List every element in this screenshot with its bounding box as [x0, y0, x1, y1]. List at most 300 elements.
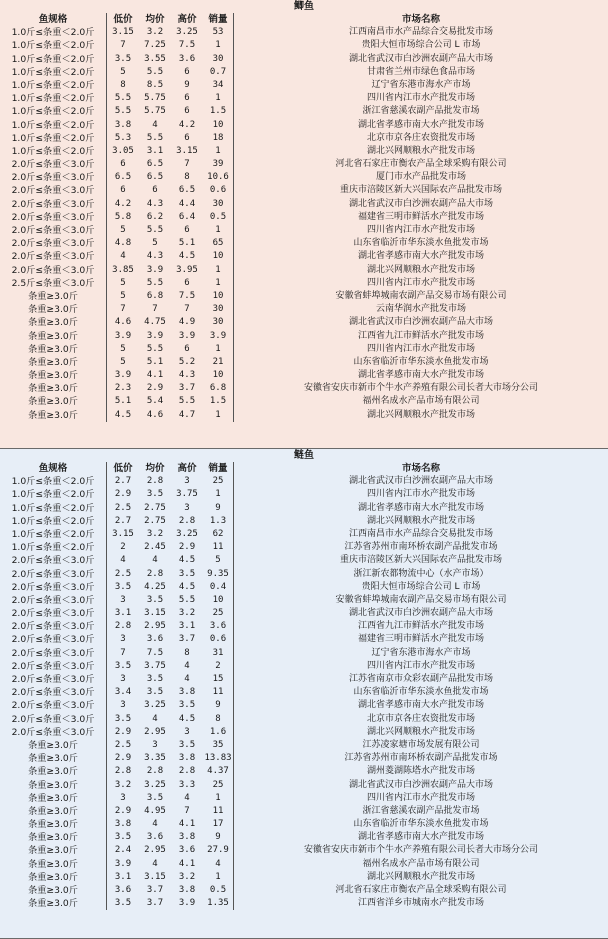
cell-high: 4.4: [178, 198, 196, 209]
cell-market: 重庆市涪陵区新大兴国际农产品批发市场: [339, 555, 502, 566]
cell-avg: 3.5: [146, 674, 164, 684]
cell-spec: 1.0斤≤条重＜2.0斤: [0, 488, 107, 501]
cell-low: 3: [120, 792, 126, 803]
cell-avg: 2.75: [144, 515, 166, 526]
cell-market: 江苏省南京市众彩农副产品批发市场: [348, 674, 493, 684]
cell-spec: 1.0斤≤条重＜2.0斤: [0, 105, 107, 118]
cell-high: 3.2: [178, 608, 196, 619]
cell-avg: 5.5: [146, 225, 164, 235]
cell-market: 山东省临沂市华东淡水鱼批发市场: [353, 819, 489, 830]
cell-volume: 31: [203, 647, 234, 660]
cell-spec: 2.0斤≤条重＜3.0斤: [0, 660, 107, 673]
cell-avg: 3.9: [146, 330, 164, 341]
cell-volume: 3.9: [203, 330, 234, 343]
cell-high: 3.1: [178, 621, 196, 632]
cell-volume: 1: [203, 792, 234, 805]
cell-market: 江西省洋乡市城南水产批发市场: [357, 898, 484, 909]
cell-high: 3: [184, 726, 190, 737]
cell-avg: 3.6: [146, 634, 164, 645]
table-row: [0, 633, 608, 646]
cell-market: 辽宁省东港市海水产市场: [371, 79, 471, 90]
table-row: [0, 805, 608, 818]
cell-avg: 5.75: [144, 93, 166, 104]
cell-low: 2.8: [114, 766, 132, 777]
cell-spec: 2.0斤≤条重＜3.0斤: [0, 224, 107, 237]
cell-low: 3.5: [114, 832, 132, 843]
table-row: [0, 224, 608, 237]
cell-avg: 5.1: [146, 356, 164, 367]
silver-section: [0, 449, 608, 939]
cell-high: 4: [184, 792, 190, 803]
cell-low: 3.8: [114, 819, 132, 830]
cell-low: 3.9: [114, 330, 132, 341]
header-high: 高价: [177, 14, 197, 25]
table-row: [0, 277, 608, 290]
cell-volume: 53: [203, 26, 234, 39]
cell-low: 2.5: [114, 568, 132, 579]
cell-high: 6: [184, 277, 190, 288]
cell-low: 3: [120, 594, 126, 605]
cell-volume: 17: [203, 818, 234, 831]
cell-high: 4.9: [178, 317, 196, 328]
cell-high: 4.1: [178, 819, 196, 830]
cell-market: 湖州菱湖陈塔水产批发市场: [366, 766, 475, 777]
cell-avg: 3.15: [144, 608, 166, 619]
cell-avg: 4.3: [146, 251, 164, 262]
cell-spec: 2.0斤≤条重＜3.0斤: [0, 264, 107, 277]
cell-high: 2.8: [178, 515, 196, 526]
cell-spec: 条重≥3.0斤: [0, 330, 107, 343]
cell-high: 3.6: [178, 845, 196, 856]
table-row: [0, 158, 608, 171]
cell-volume: 1: [203, 145, 234, 158]
cell-spec: 2.0斤≤条重＜3.0斤: [0, 686, 107, 699]
table-row: [0, 581, 608, 594]
cell-low: 2.9: [114, 753, 132, 764]
cell-high: 6: [184, 93, 190, 104]
table-row: [0, 475, 608, 488]
table-row: [0, 884, 608, 897]
cell-spec: 2.0斤≤条重＜3.0斤: [0, 554, 107, 567]
table-row: [0, 92, 608, 105]
cell-spec: 条重≥3.0斤: [0, 858, 107, 871]
cell-spec: 2.0斤≤条重＜3.0斤: [0, 568, 107, 581]
cell-low: 2.5: [114, 739, 132, 750]
cell-avg: 3.2: [146, 27, 164, 38]
cell-volume: 6.8: [203, 382, 234, 395]
cell-spec: 条重≥3.0斤: [0, 343, 107, 356]
cell-spec: 1.0斤≤条重＜2.0斤: [0, 132, 107, 145]
cell-avg: 2.95: [144, 845, 166, 856]
cell-avg: 3.5: [146, 594, 164, 605]
cell-market: 湖北兴网顺粮水产批发市场: [366, 871, 475, 882]
cell-low: 5.5: [114, 93, 132, 104]
cell-market: 山东省临沂市华东淡水鱼批发市场: [353, 238, 489, 249]
table-row: [0, 765, 608, 778]
cell-spec: 2.5斤≤条重＜3.0斤: [0, 277, 107, 290]
cell-avg: 2.8: [146, 476, 164, 487]
cell-volume: 1: [203, 92, 234, 105]
cell-spec: 条重≥3.0斤: [0, 897, 107, 910]
cell-spec: 条重≥3.0斤: [0, 369, 107, 382]
cell-low: 4.6: [114, 317, 132, 328]
cell-market: 湖北省孝感市南大水产批发市场: [357, 700, 484, 711]
cell-low: 8: [120, 79, 126, 90]
cell-volume: 34: [203, 79, 234, 92]
cell-market: 江西省九江市鲜活水产批发市场: [357, 330, 484, 341]
cell-volume: 1.35: [203, 897, 234, 910]
cell-spec: 2.0斤≤条重＜3.0斤: [0, 607, 107, 620]
cell-spec: 条重≥3.0斤: [0, 792, 107, 805]
cell-market: 江苏省苏州市南环桥农副产品批发市场: [344, 542, 498, 553]
header-avg: 均价: [145, 463, 165, 474]
cell-high: 3.9: [178, 898, 196, 909]
cell-avg: 3.5: [146, 687, 164, 698]
cell-high: 3: [184, 476, 190, 487]
table-row: [0, 779, 608, 792]
cell-avg: 3.1: [146, 145, 164, 156]
cell-low: 5: [120, 290, 126, 301]
cell-spec: 2.0斤≤条重＜3.0斤: [0, 158, 107, 171]
cell-high: 3.7: [178, 383, 196, 394]
cell-high: 3: [184, 502, 190, 513]
cell-avg: 3.5: [146, 792, 164, 803]
header-market: 市场名称: [401, 14, 440, 25]
cell-volume: 1.6: [203, 726, 234, 739]
cell-low: 4.2: [114, 198, 132, 209]
table-row: [0, 105, 608, 118]
cell-volume: 4: [203, 858, 234, 871]
cell-low: 3: [120, 634, 126, 645]
cell-market: 湖北兴网顺粮水产批发市场: [366, 264, 475, 275]
cell-low: 2.8: [114, 621, 132, 632]
cell-low: 5.5: [114, 106, 132, 117]
cell-market: 甘肃省兰州市绿色食品市场: [366, 66, 475, 77]
cell-low: 2: [120, 542, 126, 553]
table-row: [0, 132, 608, 145]
cell-avg: 3.55: [144, 53, 166, 64]
table-row: [0, 831, 608, 844]
cell-volume: 39: [203, 158, 234, 171]
cell-volume: 18: [203, 132, 234, 145]
cell-market: 安徽省安庆市新市个牛水产养殖有限公司长者大市场分公司: [303, 383, 538, 394]
cell-high: 4.1: [178, 858, 196, 869]
table-row: [0, 594, 608, 607]
cell-avg: 5.5: [146, 277, 164, 288]
cell-high: 3.2: [178, 871, 196, 882]
cell-market: 安徽省安庆市新市个牛水产养殖有限公司长者大市场分公司: [303, 845, 538, 856]
cell-volume: 30: [203, 316, 234, 329]
cell-avg: 4.1: [146, 370, 164, 381]
cell-high: 3.9: [178, 330, 196, 341]
cell-volume: 0.4: [203, 581, 234, 594]
table-row: [0, 502, 608, 515]
silver-title: 鲢鱼: [294, 450, 314, 461]
table-row: [0, 316, 608, 329]
cell-low: 5: [120, 225, 126, 235]
cell-market: 福州名成水产品市场有限公司: [362, 396, 480, 407]
cell-low: 7: [120, 647, 126, 658]
cell-avg: 4.3: [146, 198, 164, 209]
cell-volume: 8: [203, 713, 234, 726]
cell-high: 4.2: [178, 119, 196, 130]
cell-volume: 1: [203, 224, 234, 237]
cell-market: 江西南昌市水产品综合交易批发市场: [348, 528, 493, 539]
cell-avg: 3.5: [146, 489, 164, 500]
cell-low: 3.2: [114, 779, 132, 790]
cell-high: 6: [184, 225, 190, 235]
cell-spec: 条重≥3.0斤: [0, 831, 107, 844]
cell-avg: 3.25: [144, 779, 166, 790]
cell-high: 5.5: [178, 396, 196, 407]
cell-volume: 3.6: [203, 620, 234, 633]
cell-market: 江苏凌家塘市场发展有限公司: [362, 739, 480, 750]
cell-volume: 10: [203, 119, 234, 132]
cell-avg: 3.9: [146, 264, 164, 275]
table-row: [0, 184, 608, 197]
crucian-section: [0, 0, 608, 449]
cell-high: 8: [184, 172, 190, 183]
cell-market: 湖北省孝感市南大水产批发市场: [357, 832, 484, 843]
cell-volume: 1: [203, 39, 234, 52]
cell-market: 浙江省慈溪农副产品批发市场: [362, 106, 480, 117]
cell-low: 4: [120, 555, 126, 566]
cell-volume: 0.6: [203, 184, 234, 197]
cell-spec: 2.0斤≤条重＜3.0斤: [0, 726, 107, 739]
cell-spec: 条重≥3.0斤: [0, 884, 107, 897]
cell-low: 3.8: [114, 119, 132, 130]
cell-market: 湖北省武汉市白沙洲农副产品大市场: [348, 779, 493, 790]
cell-volume: 35: [203, 739, 234, 752]
cell-spec: 1.0斤≤条重＜2.0斤: [0, 119, 107, 132]
cell-high: 6: [184, 66, 190, 77]
cell-avg: 4.25: [144, 581, 166, 592]
cell-high: 3.15: [176, 145, 198, 156]
cell-volume: 1: [203, 277, 234, 290]
cell-market: 四川省内江市水产批发市场: [366, 792, 475, 803]
cell-market: 湖北兴网顺粮水产批发市场: [366, 409, 475, 420]
cell-spec: 2.0斤≤条重＜3.0斤: [0, 673, 107, 686]
table-row: [0, 541, 608, 554]
cell-spec: 2.0斤≤条重＜3.0斤: [0, 594, 107, 607]
cell-volume: 11: [203, 541, 234, 554]
cell-volume: 1.3: [203, 515, 234, 528]
cell-market: 浙江新农都物流中心（水产市场）: [353, 568, 489, 579]
header-volume: 销量: [203, 462, 234, 475]
cell-high: 7.5: [178, 290, 196, 301]
cell-high: 3.8: [178, 687, 196, 698]
cell-high: 4.5: [178, 555, 196, 566]
cell-high: 3.6: [178, 53, 196, 64]
table-row: [0, 369, 608, 382]
cell-avg: 4.75: [144, 317, 166, 328]
cell-market: 湖北兴网顺粮水产批发市场: [366, 515, 475, 526]
cell-volume: 30: [203, 303, 234, 316]
cell-spec: 条重≥3.0斤: [0, 779, 107, 792]
cell-market: 浙江省慈溪农副产品批发市场: [362, 805, 480, 816]
cell-spec: 条重≥3.0斤: [0, 382, 107, 395]
cell-market: 北京市京各庄农资批发市场: [366, 132, 475, 143]
cell-high: 4.7: [178, 409, 196, 420]
cell-avg: 2.45: [144, 542, 166, 553]
cell-market: 山东省临沂市华东淡水鱼批发市场: [353, 356, 489, 367]
cell-high: 3.75: [176, 489, 198, 500]
cell-spec: 2.0斤≤条重＜3.0斤: [0, 647, 107, 660]
cell-volume: 10: [203, 369, 234, 382]
cell-spec: 1.0斤≤条重＜2.0斤: [0, 66, 107, 79]
cell-avg: 4.6: [146, 409, 164, 420]
cell-avg: 6.5: [146, 159, 164, 170]
table-row: [0, 119, 608, 132]
cell-volume: 21: [203, 356, 234, 369]
cell-high: 3.5: [178, 700, 196, 711]
table-row: [0, 330, 608, 343]
cell-low: 3.5: [114, 660, 132, 671]
cell-high: 3.95: [176, 264, 198, 275]
cell-high: 3.5: [178, 739, 196, 750]
cell-low: 7: [120, 40, 126, 51]
cell-high: 2.9: [178, 542, 196, 553]
cell-spec: 条重≥3.0斤: [0, 752, 107, 765]
table-row: [0, 871, 608, 884]
cell-volume: 5: [203, 554, 234, 567]
table-row: [0, 79, 608, 92]
cell-avg: 5.5: [146, 66, 164, 77]
cell-high: 3.5: [178, 568, 196, 579]
cell-volume: 9: [203, 831, 234, 844]
cell-spec: 1.0斤≤条重＜2.0斤: [0, 145, 107, 158]
cell-spec: 1.0斤≤条重＜2.0斤: [0, 528, 107, 541]
cell-low: 6: [120, 185, 126, 196]
table-row: [0, 792, 608, 805]
cell-volume: 25: [203, 779, 234, 792]
cell-low: 5: [120, 277, 126, 288]
cell-spec: 2.0斤≤条重＜3.0斤: [0, 250, 107, 263]
cell-spec: 1.0斤≤条重＜2.0斤: [0, 475, 107, 488]
table-row: [0, 554, 608, 567]
table-row: [0, 53, 608, 66]
cell-market: 江苏省苏州市南环桥农副产品批发市场: [344, 753, 498, 764]
cell-volume: 0.5: [203, 211, 234, 224]
cell-spec: 2.0斤≤条重＜3.0斤: [0, 699, 107, 712]
cell-low: 5.3: [114, 132, 132, 143]
cell-volume: 30: [203, 198, 234, 211]
cell-market: 四川省内江市水产批发市场: [366, 93, 475, 104]
cell-low: 2.4: [114, 845, 132, 856]
cell-market: 湖北省武汉市白沙洲农副产品大市场: [348, 317, 493, 328]
cell-low: 3.5: [114, 53, 132, 64]
cell-market: 山东省临沂市华东淡水鱼批发市场: [353, 687, 489, 698]
cell-market: 湖北省孝感市南大水产批发市场: [357, 502, 484, 513]
cell-low: 7: [120, 304, 126, 315]
cell-avg: 8.5: [146, 79, 164, 90]
cell-low: 2.5: [114, 502, 132, 513]
cell-low: 3.85: [112, 264, 134, 275]
cell-volume: 13.83: [203, 752, 234, 765]
cell-low: 4.5: [114, 409, 132, 420]
cell-volume: 25: [203, 607, 234, 620]
cell-volume: 1: [203, 409, 234, 422]
cell-spec: 2.0斤≤条重＜3.0斤: [0, 198, 107, 211]
cell-volume: 10: [203, 250, 234, 263]
cell-low: 2.7: [114, 515, 132, 526]
cell-market: 福州名成水产品市场有限公司: [362, 858, 480, 869]
cell-low: 3.6: [114, 885, 132, 895]
cell-high: 3.7: [178, 634, 196, 645]
cell-volume: 9: [203, 699, 234, 712]
cell-market: 湖北省武汉市白沙洲农副产品大市场: [348, 198, 493, 209]
cell-volume: 1: [203, 488, 234, 501]
cell-avg: 6.5: [146, 172, 164, 183]
cell-low: 3.9: [114, 858, 132, 869]
cell-high: 3.25: [176, 528, 198, 539]
table-row: [0, 686, 608, 699]
cell-high: 6: [184, 343, 190, 354]
silver-rows: [0, 475, 608, 910]
header-market: 市场名称: [401, 463, 440, 474]
cell-high: 5.5: [178, 594, 196, 605]
table-row: [0, 818, 608, 831]
cell-high: 9: [184, 79, 190, 90]
cell-volume: 62: [203, 528, 234, 541]
table-row: [0, 26, 608, 39]
cell-volume: 1: [203, 871, 234, 884]
cell-market: 四川省内江市水产批发市场: [366, 343, 475, 354]
cell-low: 3.05: [112, 145, 134, 156]
cell-low: 6: [120, 159, 126, 170]
cell-spec: 条重≥3.0斤: [0, 818, 107, 831]
table-row: [0, 607, 608, 620]
cell-high: 4.3: [178, 370, 196, 381]
cell-market: 四川省内江市水产批发市场: [366, 660, 475, 671]
cell-low: 4: [120, 251, 126, 262]
cell-avg: 2.95: [144, 726, 166, 737]
cell-market: 安徽省蚌埠城南农副产品交易市场有限公司: [335, 290, 507, 301]
cell-spec: 条重≥3.0斤: [0, 739, 107, 752]
crucian-rows: [0, 26, 608, 422]
cell-spec: 1.0斤≤条重＜2.0斤: [0, 26, 107, 39]
cell-avg: 4: [152, 858, 158, 869]
table-row: [0, 844, 608, 857]
table-row: [0, 699, 608, 712]
cell-volume: 10: [203, 594, 234, 607]
cell-spec: 2.0斤≤条重＜3.0斤: [0, 620, 107, 633]
cell-high: 2.8: [178, 766, 196, 777]
cell-spec: 1.0斤≤条重＜2.0斤: [0, 92, 107, 105]
table-row: [0, 171, 608, 184]
cell-market: 北京市京各庄农资批发市场: [366, 713, 475, 724]
cell-avg: 5.5: [146, 343, 164, 354]
cell-avg: 4: [152, 119, 158, 130]
cell-avg: 5.75: [144, 106, 166, 117]
cell-spec: 2.0斤≤条重＜3.0斤: [0, 184, 107, 197]
table-row: [0, 264, 608, 277]
cell-volume: 15: [203, 673, 234, 686]
cell-avg: 2.8: [146, 568, 164, 579]
cell-low: 2.3: [114, 383, 132, 394]
cell-low: 3.5: [114, 581, 132, 592]
cell-market: 河北省石家庄市衡农产品全球采购有限公司: [335, 885, 507, 895]
table-row: [0, 673, 608, 686]
table-row: [0, 395, 608, 408]
header-spec: 鱼规格: [0, 462, 107, 475]
cell-market: 湖北省武汉市白沙洲农副产品大市场: [348, 608, 493, 619]
cell-low: 5: [120, 356, 126, 367]
cell-spec: 条重≥3.0斤: [0, 290, 107, 303]
cell-avg: 3.6: [146, 832, 164, 843]
cell-market: 湖北兴网顺粮水产批发市场: [366, 145, 475, 156]
cell-avg: 4: [152, 555, 158, 566]
